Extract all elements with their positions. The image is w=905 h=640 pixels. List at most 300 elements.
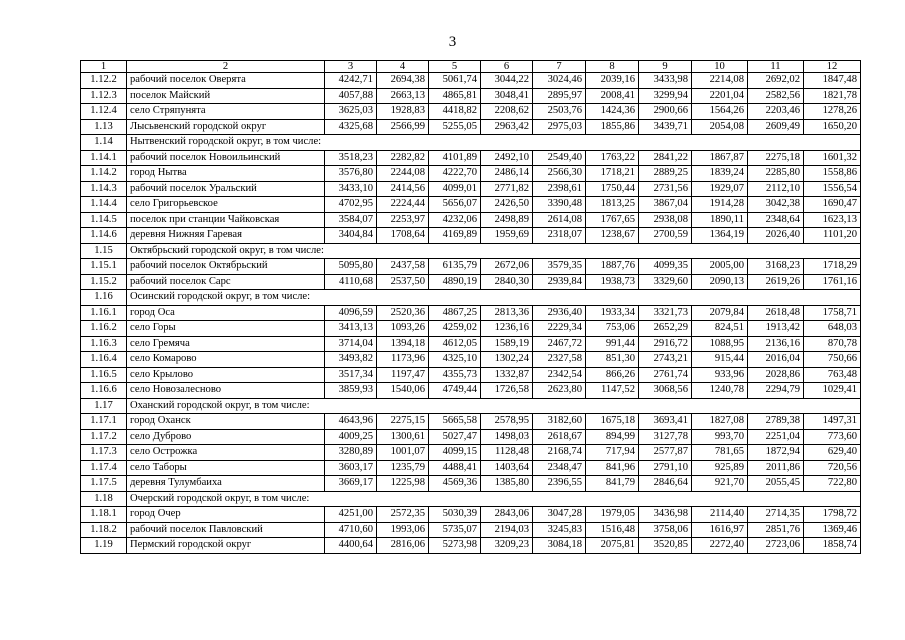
value-cell: 3182,60: [533, 414, 586, 430]
value-cell: 2244,08: [377, 166, 429, 182]
value-cell: 2016,04: [748, 352, 804, 368]
table-row: [81, 181, 861, 197]
value-cell: 2623,80: [533, 383, 586, 399]
value-cell: 2398,61: [533, 181, 586, 197]
row-code: 1.16.4: [81, 352, 127, 368]
value-cell: 5061,74: [429, 73, 481, 89]
value-cell: 3047,28: [533, 507, 586, 523]
value-cell: 2841,22: [639, 150, 692, 166]
value-cell: 1101,20: [804, 228, 861, 244]
row-code: 1.16.1: [81, 305, 127, 321]
value-cell: 4867,25: [429, 305, 481, 321]
settlement-name: деревня Тулумбаиха: [127, 476, 325, 492]
group-row: [81, 398, 861, 414]
row-code: 1.17.4: [81, 460, 127, 476]
value-cell: 2348,47: [533, 460, 586, 476]
value-cell: 722,80: [804, 476, 861, 492]
table-row: [81, 414, 861, 430]
value-cell: 2936,40: [533, 305, 586, 321]
column-header: 10: [692, 61, 748, 73]
value-cell: 1403,64: [481, 460, 533, 476]
value-cell: 3439,71: [639, 119, 692, 135]
value-cell: 4242,71: [325, 73, 377, 89]
value-cell: 2229,34: [533, 321, 586, 337]
value-cell: 3625,03: [325, 104, 377, 120]
value-cell: 2396,55: [533, 476, 586, 492]
value-cell: 1821,78: [804, 88, 861, 104]
table-row: [81, 228, 861, 244]
value-cell: 1225,98: [377, 476, 429, 492]
value-cell: 4355,73: [429, 367, 481, 383]
table-row: [81, 367, 861, 383]
value-cell: 3329,60: [639, 274, 692, 290]
value-cell: 3433,98: [639, 73, 692, 89]
row-code: 1.18.2: [81, 522, 127, 538]
value-cell: 2895,97: [533, 88, 586, 104]
value-cell: 3024,46: [533, 73, 586, 89]
value-cell: 2203,46: [748, 104, 804, 120]
value-cell: 2208,62: [481, 104, 533, 120]
value-cell: 1914,28: [692, 197, 748, 213]
value-cell: 2026,40: [748, 228, 804, 244]
value-cell: 2008,41: [586, 88, 639, 104]
value-cell: 3209,23: [481, 538, 533, 554]
value-cell: 4222,70: [429, 166, 481, 182]
page-number: 3: [448, 34, 457, 50]
value-cell: 2112,10: [748, 181, 804, 197]
value-cell: 750,66: [804, 352, 861, 368]
value-cell: 1928,83: [377, 104, 429, 120]
value-cell: 1718,21: [586, 166, 639, 182]
value-cell: 4232,06: [429, 212, 481, 228]
row-code: 1.16.2: [81, 321, 127, 337]
value-cell: 3390,48: [533, 197, 586, 213]
value-cell: 2054,08: [692, 119, 748, 135]
table-row: [81, 73, 861, 89]
value-cell: 2566,99: [377, 119, 429, 135]
value-cell: 2011,86: [748, 460, 804, 476]
value-cell: 1959,69: [481, 228, 533, 244]
value-cell: 2663,13: [377, 88, 429, 104]
value-cell: 1813,25: [586, 197, 639, 213]
value-cell: 2582,56: [748, 88, 804, 104]
value-cell: 5735,07: [429, 522, 481, 538]
value-cell: 2467,72: [533, 336, 586, 352]
value-cell: 717,94: [586, 445, 639, 461]
value-cell: 1001,07: [377, 445, 429, 461]
value-cell: 1540,06: [377, 383, 429, 399]
row-code: 1.12.3: [81, 88, 127, 104]
value-cell: 3280,89: [325, 445, 377, 461]
value-cell: 4101,89: [429, 150, 481, 166]
row-code: 1.12.2: [81, 73, 127, 89]
settlement-name: город Оса: [127, 305, 325, 321]
value-cell: 5273,98: [429, 538, 481, 554]
settlement-name: город Очер: [127, 507, 325, 523]
settlement-name: село Дуброво: [127, 429, 325, 445]
row-code: 1.14: [81, 135, 127, 151]
tariff-table: [80, 60, 861, 554]
row-code: 1.17.2: [81, 429, 127, 445]
value-cell: 4569,36: [429, 476, 481, 492]
value-cell: 3493,82: [325, 352, 377, 368]
value-cell: 993,70: [692, 429, 748, 445]
value-cell: 2294,79: [748, 383, 804, 399]
value-cell: 2694,38: [377, 73, 429, 89]
value-cell: 1302,24: [481, 352, 533, 368]
settlement-name: село Острожка: [127, 445, 325, 461]
value-cell: 3576,80: [325, 166, 377, 182]
value-cell: 4643,96: [325, 414, 377, 430]
value-cell: 1300,61: [377, 429, 429, 445]
table-row: [81, 305, 861, 321]
settlement-name: рабочий поселок Оверята: [127, 73, 325, 89]
value-cell: 2272,40: [692, 538, 748, 554]
value-cell: 1197,47: [377, 367, 429, 383]
value-cell: 2028,86: [748, 367, 804, 383]
value-cell: 1498,03: [481, 429, 533, 445]
value-cell: 2275,15: [377, 414, 429, 430]
value-cell: 781,65: [692, 445, 748, 461]
value-cell: 1690,47: [804, 197, 861, 213]
table-row: [81, 166, 861, 182]
value-cell: 1385,80: [481, 476, 533, 492]
column-header: 1: [81, 61, 127, 73]
value-cell: 1767,65: [586, 212, 639, 228]
value-cell: 4400,64: [325, 538, 377, 554]
value-cell: 2619,26: [748, 274, 804, 290]
value-cell: 1240,78: [692, 383, 748, 399]
settlement-name: село Комарово: [127, 352, 325, 368]
value-cell: 3168,23: [748, 259, 804, 275]
value-cell: 2520,36: [377, 305, 429, 321]
row-code: 1.16.3: [81, 336, 127, 352]
value-cell: 1556,54: [804, 181, 861, 197]
row-code: 1.14.1: [81, 150, 127, 166]
table-row: [81, 150, 861, 166]
value-cell: 4169,89: [429, 228, 481, 244]
value-cell: 1675,18: [586, 414, 639, 430]
value-cell: 925,89: [692, 460, 748, 476]
value-cell: 1798,72: [804, 507, 861, 523]
value-cell: 2813,36: [481, 305, 533, 321]
value-cell: 2577,87: [639, 445, 692, 461]
value-cell: 4099,15: [429, 445, 481, 461]
row-code: 1.15.1: [81, 259, 127, 275]
value-cell: 4488,41: [429, 460, 481, 476]
value-cell: 1278,26: [804, 104, 861, 120]
table-row: [81, 460, 861, 476]
value-cell: 2168,74: [533, 445, 586, 461]
value-cell: 2055,45: [748, 476, 804, 492]
row-code: 1.16.6: [81, 383, 127, 399]
table-row: [81, 352, 861, 368]
value-cell: 3603,17: [325, 460, 377, 476]
table-row: [81, 119, 861, 135]
value-cell: 1750,44: [586, 181, 639, 197]
value-cell: 1933,34: [586, 305, 639, 321]
value-cell: 1839,24: [692, 166, 748, 182]
column-header: 5: [429, 61, 481, 73]
value-cell: 1173,96: [377, 352, 429, 368]
group-row: [81, 290, 861, 306]
settlement-name: село Новозалесново: [127, 383, 325, 399]
settlement-name: Пермский городской округ: [127, 538, 325, 554]
row-code: 1.18.1: [81, 507, 127, 523]
row-code: 1.16: [81, 290, 127, 306]
value-cell: 2275,18: [748, 150, 804, 166]
value-cell: 2566,30: [533, 166, 586, 182]
value-cell: 2889,25: [639, 166, 692, 182]
table-row: [81, 476, 861, 492]
value-cell: 2253,97: [377, 212, 429, 228]
table-row: [81, 336, 861, 352]
value-cell: 4702,95: [325, 197, 377, 213]
value-cell: 1872,94: [748, 445, 804, 461]
value-cell: 824,51: [692, 321, 748, 337]
value-cell: 2498,89: [481, 212, 533, 228]
value-cell: 3127,78: [639, 429, 692, 445]
table-row: [81, 538, 861, 554]
value-cell: 2578,95: [481, 414, 533, 430]
column-header: 12: [804, 61, 861, 73]
value-cell: 1238,67: [586, 228, 639, 244]
value-cell: 1847,48: [804, 73, 861, 89]
value-cell: 2714,35: [748, 507, 804, 523]
value-cell: 1558,86: [804, 166, 861, 182]
value-cell: 2672,06: [481, 259, 533, 275]
value-cell: 3299,94: [639, 88, 692, 104]
value-cell: 3859,93: [325, 383, 377, 399]
value-cell: 4099,35: [639, 259, 692, 275]
value-cell: 2652,29: [639, 321, 692, 337]
table-row: [81, 259, 861, 275]
value-cell: 4325,10: [429, 352, 481, 368]
value-cell: 3579,35: [533, 259, 586, 275]
value-cell: 3413,13: [325, 321, 377, 337]
value-cell: 1913,42: [748, 321, 804, 337]
value-cell: 4096,59: [325, 305, 377, 321]
table-row: [81, 197, 861, 213]
settlement-name: деревня Нижняя Гаревая: [127, 228, 325, 244]
table-row: [81, 445, 861, 461]
value-cell: 1726,58: [481, 383, 533, 399]
value-cell: 4110,68: [325, 274, 377, 290]
value-cell: 720,56: [804, 460, 861, 476]
value-cell: 2342,54: [533, 367, 586, 383]
value-cell: 1088,95: [692, 336, 748, 352]
header-row: [81, 61, 861, 73]
value-cell: 1623,13: [804, 212, 861, 228]
value-cell: 1601,32: [804, 150, 861, 166]
value-cell: 1235,79: [377, 460, 429, 476]
column-header: 2: [127, 61, 325, 73]
value-cell: 1589,19: [481, 336, 533, 352]
row-code: 1.17.3: [81, 445, 127, 461]
value-cell: 2090,13: [692, 274, 748, 290]
value-cell: 2761,74: [639, 367, 692, 383]
value-cell: 1858,74: [804, 538, 861, 554]
value-cell: 851,30: [586, 352, 639, 368]
value-cell: 915,44: [692, 352, 748, 368]
row-code: 1.14.6: [81, 228, 127, 244]
group-row: [81, 243, 861, 259]
value-cell: 2900,66: [639, 104, 692, 120]
value-cell: 3758,06: [639, 522, 692, 538]
column-header: 6: [481, 61, 533, 73]
value-cell: 2840,30: [481, 274, 533, 290]
row-code: 1.14.3: [81, 181, 127, 197]
row-code: 1.14.2: [81, 166, 127, 182]
value-cell: 921,70: [692, 476, 748, 492]
value-cell: 3068,56: [639, 383, 692, 399]
value-cell: 2224,44: [377, 197, 429, 213]
row-code: 1.13: [81, 119, 127, 135]
value-cell: 1758,71: [804, 305, 861, 321]
value-cell: 2692,02: [748, 73, 804, 89]
value-cell: 3245,83: [533, 522, 586, 538]
value-cell: 2285,80: [748, 166, 804, 182]
value-cell: 2618,48: [748, 305, 804, 321]
value-cell: 2079,84: [692, 305, 748, 321]
value-cell: 2201,04: [692, 88, 748, 104]
value-cell: 5027,47: [429, 429, 481, 445]
value-cell: 2492,10: [481, 150, 533, 166]
value-cell: 2437,58: [377, 259, 429, 275]
value-cell: 1564,26: [692, 104, 748, 120]
settlement-name: село Гремяча: [127, 336, 325, 352]
value-cell: 3669,17: [325, 476, 377, 492]
column-header: 8: [586, 61, 639, 73]
value-cell: 2537,50: [377, 274, 429, 290]
group-title: Оханский городской округ, в том числе:: [127, 398, 861, 414]
table-row: [81, 321, 861, 337]
settlement-name: поселок Майский: [127, 88, 325, 104]
value-cell: 1890,11: [692, 212, 748, 228]
value-cell: 1616,97: [692, 522, 748, 538]
value-cell: 2618,67: [533, 429, 586, 445]
value-cell: 3520,85: [639, 538, 692, 554]
column-header: 11: [748, 61, 804, 73]
table-row: [81, 429, 861, 445]
value-cell: 1093,26: [377, 321, 429, 337]
row-code: 1.19: [81, 538, 127, 554]
value-cell: 753,06: [586, 321, 639, 337]
value-cell: 4251,00: [325, 507, 377, 523]
row-code: 1.12.4: [81, 104, 127, 120]
value-cell: 5030,39: [429, 507, 481, 523]
value-cell: 4057,88: [325, 88, 377, 104]
row-code: 1.18: [81, 491, 127, 507]
value-cell: 1236,16: [481, 321, 533, 337]
value-cell: 1394,18: [377, 336, 429, 352]
value-cell: 1497,31: [804, 414, 861, 430]
value-cell: 2136,16: [748, 336, 804, 352]
value-cell: 2731,56: [639, 181, 692, 197]
settlement-name: рабочий поселок Павловский: [127, 522, 325, 538]
value-cell: 629,40: [804, 445, 861, 461]
value-cell: 841,79: [586, 476, 639, 492]
value-cell: 4259,02: [429, 321, 481, 337]
table-row: [81, 507, 861, 523]
settlement-name: Лысьвенский городской округ: [127, 119, 325, 135]
value-cell: 2816,06: [377, 538, 429, 554]
value-cell: 1369,46: [804, 522, 861, 538]
value-cell: 3436,98: [639, 507, 692, 523]
value-cell: 4009,25: [325, 429, 377, 445]
value-cell: 841,96: [586, 460, 639, 476]
value-cell: 2572,35: [377, 507, 429, 523]
value-cell: 3517,34: [325, 367, 377, 383]
row-code: 1.15: [81, 243, 127, 259]
value-cell: 2549,40: [533, 150, 586, 166]
value-cell: 1993,06: [377, 522, 429, 538]
column-header: 4: [377, 61, 429, 73]
group-title: Очерский городской округ, в том числе:: [127, 491, 861, 507]
value-cell: 2963,42: [481, 119, 533, 135]
row-code: 1.17.5: [81, 476, 127, 492]
value-cell: 2723,06: [748, 538, 804, 554]
settlement-name: село Горы: [127, 321, 325, 337]
value-cell: 3321,73: [639, 305, 692, 321]
table-row: [81, 274, 861, 290]
settlement-name: рабочий поселок Сарс: [127, 274, 325, 290]
value-cell: 2214,08: [692, 73, 748, 89]
value-cell: 991,44: [586, 336, 639, 352]
value-cell: 3518,23: [325, 150, 377, 166]
row-code: 1.17: [81, 398, 127, 414]
value-cell: 1929,07: [692, 181, 748, 197]
value-cell: 1332,87: [481, 367, 533, 383]
value-cell: 2791,10: [639, 460, 692, 476]
value-cell: 4710,60: [325, 522, 377, 538]
value-cell: 4890,19: [429, 274, 481, 290]
value-cell: 4865,81: [429, 88, 481, 104]
row-code: 1.16.5: [81, 367, 127, 383]
value-cell: 2743,21: [639, 352, 692, 368]
value-cell: 5255,05: [429, 119, 481, 135]
value-cell: 2851,76: [748, 522, 804, 538]
column-header: 3: [325, 61, 377, 73]
value-cell: 3714,04: [325, 336, 377, 352]
value-cell: 2414,56: [377, 181, 429, 197]
settlement-name: село Крылово: [127, 367, 325, 383]
value-cell: 6135,79: [429, 259, 481, 275]
value-cell: 5095,80: [325, 259, 377, 275]
value-cell: 2916,72: [639, 336, 692, 352]
value-cell: 1827,08: [692, 414, 748, 430]
value-cell: 3433,10: [325, 181, 377, 197]
value-cell: 2426,50: [481, 197, 533, 213]
settlement-name: рабочий поселок Новоильинский: [127, 150, 325, 166]
value-cell: 2700,59: [639, 228, 692, 244]
value-cell: 4325,68: [325, 119, 377, 135]
value-cell: 2486,14: [481, 166, 533, 182]
value-cell: 773,60: [804, 429, 861, 445]
value-cell: 4612,05: [429, 336, 481, 352]
value-cell: 3404,84: [325, 228, 377, 244]
value-cell: 2327,58: [533, 352, 586, 368]
value-cell: 2194,03: [481, 522, 533, 538]
settlement-name: село Стряпунята: [127, 104, 325, 120]
value-cell: 1650,20: [804, 119, 861, 135]
settlement-name: город Оханск: [127, 414, 325, 430]
value-cell: 2789,38: [748, 414, 804, 430]
group-row: [81, 135, 861, 151]
value-cell: 3867,04: [639, 197, 692, 213]
value-cell: 2075,81: [586, 538, 639, 554]
settlement-name: рабочий поселок Уральский: [127, 181, 325, 197]
